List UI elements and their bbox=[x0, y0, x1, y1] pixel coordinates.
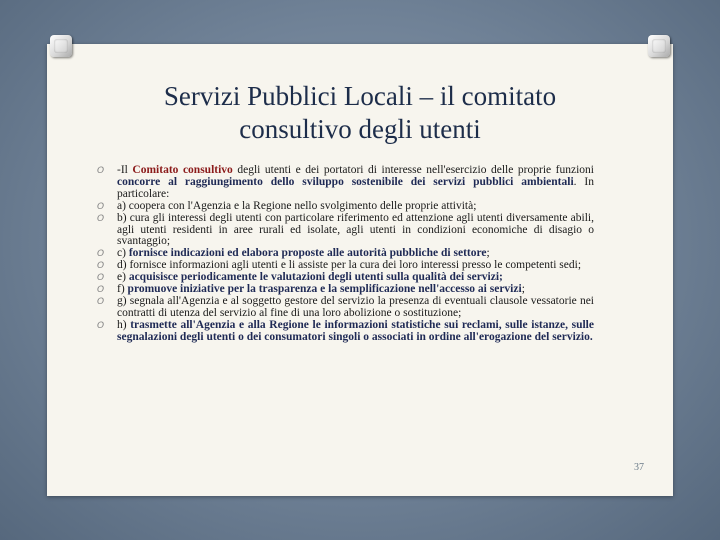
list-item: O e) acquisisce periodicamente le valutazioni degli utenti sulla qualità dei servizi; bbox=[97, 271, 503, 284]
list-item: O g) segnala all'Agenzia e al soggetto gestore del servizio la presenza di eventuali clausole vessatorie nei contratti di utenza del servizio al fine di una loro abolizione o sostituzione; bbox=[97, 294, 594, 319]
bullet-icon: O bbox=[97, 285, 105, 296]
bullet-icon: O bbox=[97, 261, 105, 272]
pushpin-icon bbox=[648, 35, 670, 57]
bullet-icon: O bbox=[97, 320, 105, 331]
bullet-icon: O bbox=[97, 249, 105, 260]
list-item: O c) fornisce indicazioni ed elabora proposte alle autorità pubbliche di settore; bbox=[97, 247, 490, 260]
list-item: O f) promuove iniziative per la trasparenza e la semplificazione nell'accesso ai servizi; bbox=[97, 283, 525, 296]
list-item: O d) fornisce informazioni agli utenti e li assiste per la cura dei loro interessi presso le competenti sedi; bbox=[97, 259, 582, 272]
list-item: O b) cura gli interessi degli utenti con particolare riferimento ed attenzione agli utenti diversamente abili, agli utenti residenti in aree rurali ed isolate, agli utenti in condizioni economiche di disagio o svantaggio; bbox=[97, 211, 594, 248]
bullet-icon: O bbox=[97, 201, 105, 212]
pushpin-icon bbox=[50, 35, 72, 57]
bullet-list bbox=[97, 164, 594, 344]
bullet-icon: O bbox=[97, 213, 105, 224]
title-line: Servizi Pubblici Locali – il comitato bbox=[163, 81, 557, 111]
list-item: O -Il Comitato consultivo degli utenti e dei portatori di interesse nell'esercizio delle proprie funzioni concorre al raggiungimento dello sviluppo sostenibile dei servizi pubblici ambientali. In particolare: bbox=[97, 164, 594, 200]
page-number: 37 bbox=[634, 462, 644, 473]
list-item: O a) coopera con l'Agenzia e la Regione nello svolgimento delle proprie attività; bbox=[97, 199, 477, 212]
slide-title bbox=[47, 80, 673, 146]
title-line: consultivo degli utenti bbox=[239, 114, 481, 144]
list-item: O h) trasmette all'Agenzia e alla Regione le informazioni statistiche sui reclami, sulle istanze, sulle segnalazioni degli utenti o dei consumatori singoli o associati in ordine all'erogazione del servizio. bbox=[97, 318, 594, 343]
bullet-icon: O bbox=[97, 166, 105, 176]
bullet-icon: O bbox=[97, 296, 105, 307]
bullet-icon: O bbox=[97, 273, 105, 284]
